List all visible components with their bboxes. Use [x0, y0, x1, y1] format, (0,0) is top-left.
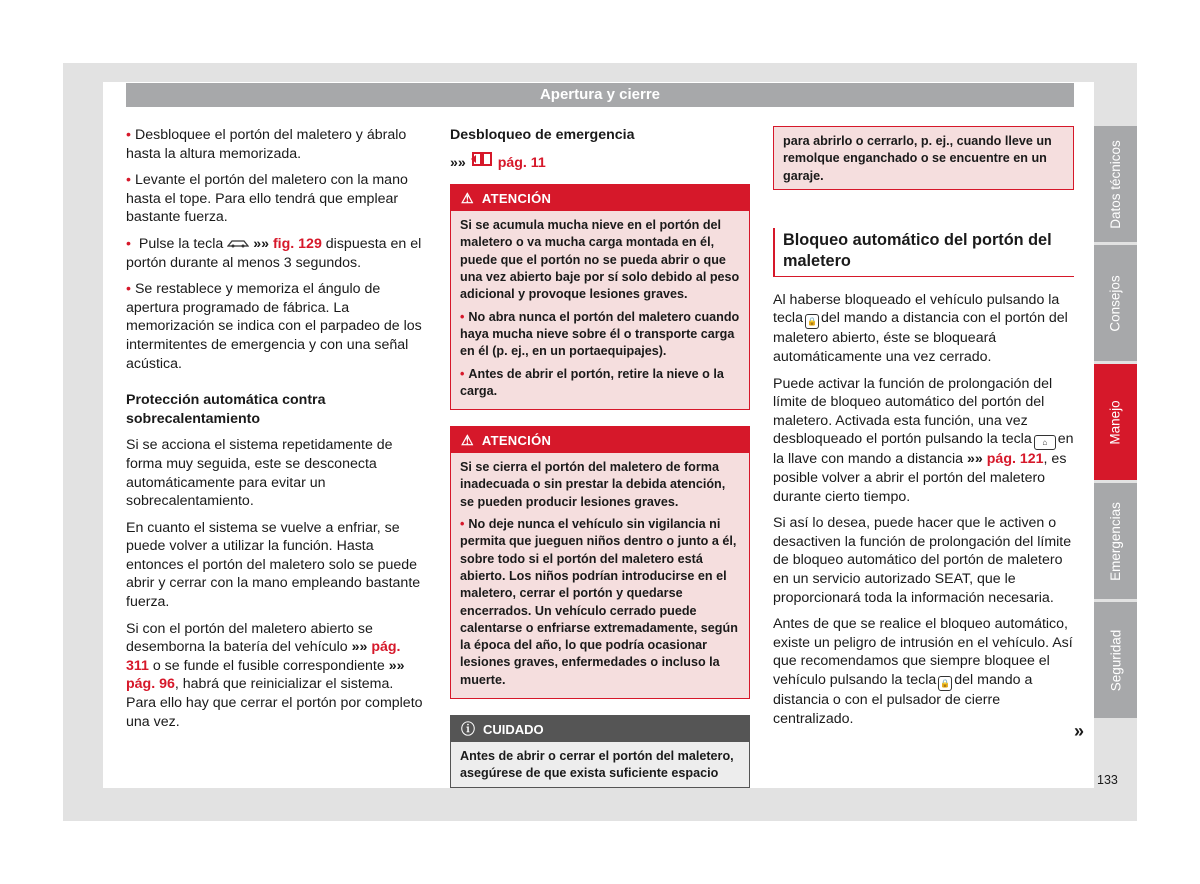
caution-continuation: para abrirlo o cerrarlo, p. ej., cuando lleve un remolque enganchado o se encuentre en un garaje. [773, 126, 1074, 190]
bullet-item-press-key: • Pulse la tecla »» fig. 129 dispuesta en el portón durante al menos 3 segundos. [126, 235, 426, 272]
chapter-header [126, 83, 1074, 107]
caution-body: Antes de abrir o cerrar el portón del maletero, asegúrese de que exista suficiente espacio [451, 742, 749, 787]
tailgate-key-icon [227, 236, 253, 252]
paragraph: Si se acciona el sistema repetidamente de forma muy seguida, este se desconecta automáticamente para evitar un sobrecalentamiento. [126, 437, 393, 510]
chapter-title: Apertura y cierre [539, 86, 661, 103]
tab-datos-tecnicos[interactable]: Datos técnicos [1094, 126, 1137, 242]
warning-box [450, 426, 750, 699]
warning-body: Si se acumula mucha nieve en el portón del maletero o va mucha carga montada en él, puede que el portón no se pueda abrir o que una vez abierto baje por sí solo debido al peso adicional y provoque lesiones graves. • No abra nunca el portón del maletero cuando haya mucha nieve sobre él o transporte carga en él (p. ej., en un portaequipajes). • Antes de abrir el portón, retire la nieve o la carga. [451, 211, 749, 409]
bullet-item: • Levante el portón del maletero con la mano hasta el tope. Para ello tendrá que emplear bastante fuerza. [126, 171, 426, 227]
continue-arrow-icon: » [1074, 721, 1085, 741]
tab-manejo[interactable]: Manejo [1094, 364, 1137, 480]
page-link[interactable]: pág. 96 [126, 676, 175, 693]
page-link[interactable]: pág. 11 [497, 154, 546, 171]
tab-seguridad[interactable]: Seguridad [1094, 602, 1137, 718]
paragraph: En cuanto el sistema se vuelve a enfriar, se puede volver a utilizar la función. Hasta entonces el portón del maletero solo se puede abrir y cerrar con la mano empleando bastante fuerza. [126, 519, 421, 611]
chapter-tabs [1094, 126, 1137, 721]
tab-consejos[interactable]: Consejos [1094, 245, 1137, 361]
paragraph-battery: Si con el portón del maletero abierto se desemborna la batería del vehículo »» pág. 311 o se funde el fusible correspondiente »» pág. 96, habrá que reinicializar el sistema. Para ello hay que cerrar el portón por completo una vez. [126, 620, 423, 730]
paragraph: Al haberse bloqueado el vehículo pulsando la tecla 🔒 del mando a distancia con el portón del maletero abierto, éste se bloqueará automáticamente una vez cerrado. [773, 291, 1068, 366]
info-circle-icon: ⓘ [461, 721, 475, 738]
section-heading: Desbloqueo de emergencia [450, 127, 635, 143]
book-icon [470, 155, 498, 171]
warning-header: ⚠ ATENCIÓN [451, 185, 749, 211]
paragraph: Antes de que se realice el bloqueo automático, existe un peligro de intrusión en el vehículo. Así que recomendamos que siempre bloquee el vehículo pulsando la tecla 🔒 del mando a distancia o con el pulsador de cierre centralizado. [773, 616, 1073, 727]
lock-key-icon: 🔒 [938, 676, 952, 691]
bullet-item: • Se restablece y memoriza el ángulo de apertura programado de fábrica. La memorización se indica con el parpadeo de los intermitentes de emergencia y con una señal acústica. [126, 280, 426, 373]
subheading: Protección automática contra sobrecalentamiento [126, 392, 326, 427]
bullet-item: • Desbloquee el portón del maletero y ábralo hasta la altura memorizada. [126, 126, 426, 163]
page-link[interactable]: pág. 311 [126, 639, 401, 674]
section-title: Bloqueo automático del portón del maletero [773, 228, 1074, 277]
reference-line: »» pág. 11 [450, 154, 546, 171]
tailgate-key-icon: ⌂ [1034, 435, 1056, 450]
warning-triangle-icon: ⚠ [461, 432, 474, 449]
page-number: 133 [1097, 773, 1118, 787]
warning-header: ⚠ ATENCIÓN [451, 427, 749, 453]
page-link[interactable]: pág. 121 [986, 451, 1044, 468]
paragraph: Puede activar la función de prolongación del límite de bloqueo automático del portón del maletero. Activada esta función, una vez desbloqueado el portón pulsando la tecla ⌂ en la llave con mando a distancia »» pág. 121, es posible volver a abrir el portón del maletero durante cierto tiempo. [773, 375, 1074, 505]
warning-body: Si se cierra el portón del maletero de forma inadecuada o sin prestar la debida atención, se pueden producir lesiones graves. • No deje nunca el vehículo sin vigilancia ni permita que jueguen niños dentro o junto a él, sobre todo si el portón del maletero está abierto. Los niños podrían introducirse en el maletero, cerrar el portón y quedarse encerrados. Un vehículo cerrado puede calentarse o enfriarse extremadamente, según la época del año, lo que podría ocasionar lesiones graves, enfermedades o incluso la muerte. [451, 453, 749, 698]
caution-box [450, 715, 750, 788]
column-left [126, 126, 426, 739]
lock-key-icon: 🔒 [805, 314, 819, 329]
warning-box [450, 184, 750, 410]
warning-triangle-icon: ⚠ [461, 190, 474, 207]
column-right [773, 126, 1074, 736]
caution-header: ⓘ CUIDADO [451, 716, 749, 742]
tab-emergencias[interactable]: Emergencias [1094, 483, 1137, 599]
paragraph: Si así lo desea, puede hacer que le activen o desactiven la función de prolongación del límite de bloqueo automático del portón de maletero en un servicio autorizado SEAT, que le proporcionará toda la información necesaria. [773, 515, 1072, 606]
column-middle [450, 126, 750, 788]
figure-link[interactable]: fig. 129 [272, 235, 322, 252]
